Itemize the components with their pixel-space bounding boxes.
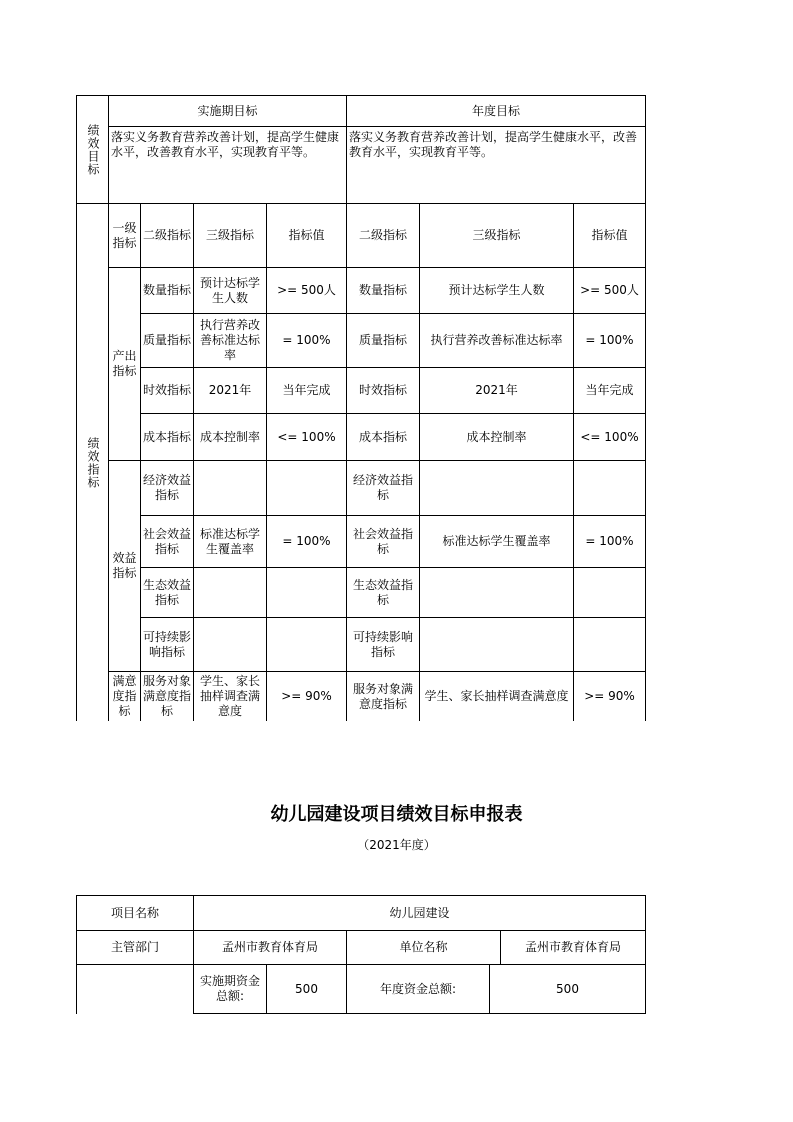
level2-cell: 生态效益指标 — [143, 577, 192, 607]
level2-annual-cell: 生态效益指标 — [352, 577, 413, 607]
level2-cell: 社会效益指标 — [143, 526, 192, 556]
value-annual-cell — [574, 618, 645, 671]
level2-annual-cell: 成本指标 — [358, 429, 407, 444]
level2-annual-cell: 经济效益指标 — [352, 473, 413, 502]
level3-annual-cell: 预计达标学生人数 — [448, 283, 545, 297]
level2-annual-cell: 数量指标 — [358, 283, 407, 297]
level3-cell: 2021年 — [208, 383, 252, 397]
unit-label: 单位名称 — [399, 940, 448, 954]
level3-annual-cell — [420, 461, 573, 515]
value-annual-cell: = 100% — [585, 333, 634, 347]
annual-goal-header: 年度目标 — [471, 103, 520, 118]
value-cell: 当年完成 — [282, 383, 331, 397]
value-cell — [267, 461, 346, 515]
output-indicator-label: 产出指标 — [112, 349, 137, 378]
header-level2: 二级指标 — [143, 228, 192, 242]
value-annual-cell: >= 500人 — [580, 283, 639, 297]
benefit-indicator-label: 效益指标 — [112, 551, 137, 580]
level2-cell: 数量指标 — [143, 283, 192, 297]
annual-goal-text: 落实义务教育营养改善计划，提高学生健康水平，改善教育水平，实现教育平等。 — [349, 130, 638, 159]
header-level3: 三级指标 — [205, 228, 254, 242]
value-annual-cell: <= 100% — [580, 429, 639, 444]
level3-annual-cell — [420, 568, 573, 617]
annual-funds-label: 年度资金总额: — [379, 981, 457, 996]
level3-cell: 标准达标学生覆盖率 — [199, 526, 260, 556]
level3-annual-cell: 执行营养改善标准达标率 — [430, 333, 563, 347]
level2-cell: 成本指标 — [143, 429, 192, 444]
level3-cell: 成本控制率 — [199, 429, 260, 444]
value-cell: = 100% — [282, 534, 331, 548]
impl-funds-label: 实施期资金总额: — [199, 974, 260, 1003]
value-cell: >= 500人 — [277, 283, 336, 297]
project-name-label: 项目名称 — [110, 905, 159, 920]
level3-cell: 执行营养改善标准达标率 — [199, 318, 260, 362]
value-annual-cell: = 100% — [585, 534, 634, 548]
value-annual-cell — [574, 568, 645, 617]
impl-goal-text: 落实义务教育营养改善计划，提高学生健康水平，改善教育水平，实现教育平等。 — [111, 130, 340, 159]
level2-cell: 质量指标 — [143, 333, 192, 347]
level3-annual-cell: 学生、家长抽样调查满意度 — [424, 689, 569, 703]
level2-cell: 可持续影响指标 — [143, 629, 192, 659]
value-cell: >= 90% — [281, 689, 332, 703]
satisfaction-indicator-label: 满意度指标 — [112, 674, 137, 718]
dept-label: 主管部门 — [110, 940, 159, 954]
level3-annual-cell: 成本控制率 — [466, 429, 527, 444]
level3-annual-cell: 标准达标学生覆盖率 — [442, 534, 551, 548]
level2-annual-cell: 服务对象满意度指标 — [352, 681, 413, 711]
impl-goal-header: 实施期目标 — [197, 103, 258, 118]
header-level3-annual: 三级指标 — [472, 228, 521, 242]
perf-indicator-label: 绩效指标 — [86, 436, 100, 489]
value-cell — [267, 618, 346, 671]
level3-annual-cell: 2021年 — [475, 383, 518, 397]
page-subtitle: （2021年度） — [357, 838, 436, 852]
header-value-annual: 指标值 — [591, 228, 628, 242]
level3-cell — [194, 461, 266, 515]
unit-value: 孟州市教育体育局 — [524, 940, 621, 954]
value-cell: <= 100% — [277, 429, 336, 444]
level2-annual-cell: 质量指标 — [358, 333, 407, 347]
header-value: 指标值 — [288, 228, 325, 242]
value-annual-cell: >= 90% — [584, 689, 635, 703]
dept-value: 孟州市教育体育局 — [221, 940, 318, 954]
impl-funds-value: 500 — [295, 981, 318, 996]
level3-cell: 预计达标学生人数 — [199, 275, 260, 305]
value-cell — [267, 568, 346, 617]
level3-cell — [194, 568, 266, 617]
level2-annual-cell: 社会效益指标 — [352, 526, 413, 556]
level2-annual-cell: 时效指标 — [358, 383, 407, 397]
annual-funds-value: 500 — [556, 981, 579, 996]
level3-cell: 学生、家长抽样调查满意度 — [199, 674, 260, 718]
level3-cell — [194, 618, 266, 671]
perf-goal-label: 绩效目标 — [86, 123, 100, 176]
level2-cell: 经济效益指标 — [143, 473, 192, 502]
value-cell: = 100% — [282, 333, 331, 347]
level2-cell: 服务对象满意度指标 — [143, 674, 192, 718]
page-title: 幼儿园建设项目绩效目标申报表 — [270, 804, 523, 825]
header-level2-annual: 二级指标 — [358, 228, 407, 242]
project-name-value: 幼儿园建设 — [389, 905, 450, 920]
level2-annual-cell: 可持续影响指标 — [352, 629, 413, 659]
value-annual-cell — [574, 461, 645, 515]
value-annual-cell: 当年完成 — [585, 383, 634, 397]
level2-cell: 时效指标 — [143, 383, 192, 397]
level3-annual-cell — [420, 618, 573, 671]
header-level1: 一级指标 — [112, 220, 137, 250]
